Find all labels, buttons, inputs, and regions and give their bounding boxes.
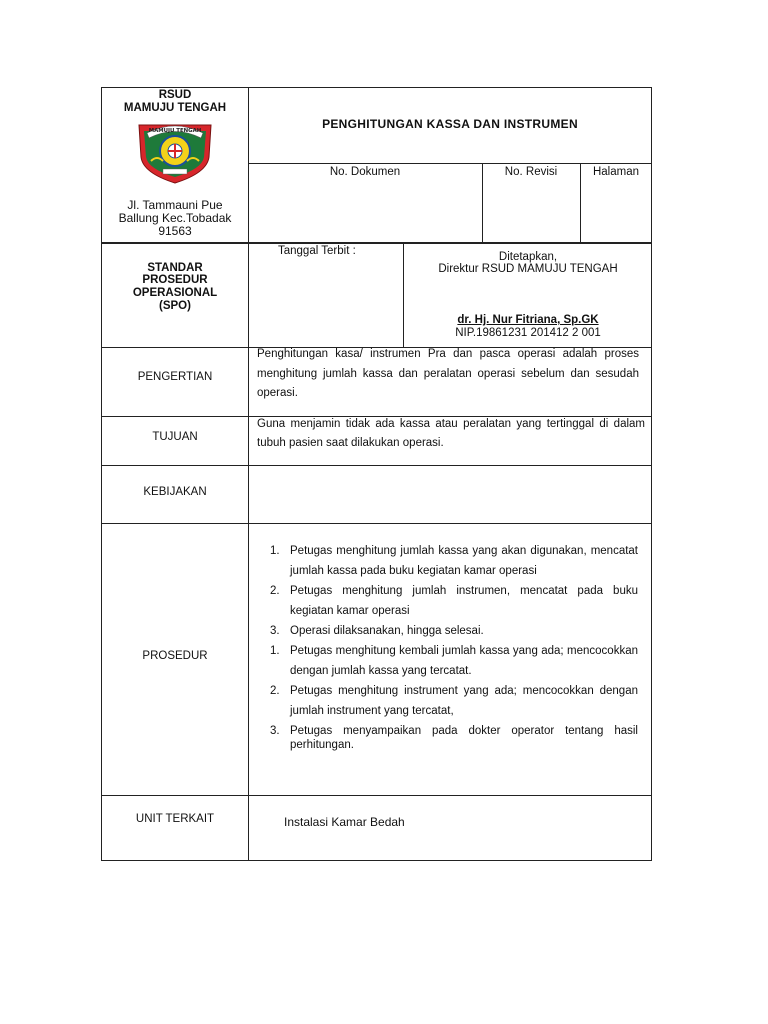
document-title: PENGHITUNGAN KASSA DAN INSTRUMEN [322, 117, 578, 131]
unit-terkait-label: UNIT TERKAIT [135, 813, 215, 825]
address-line3: 91563 [158, 224, 192, 238]
no-dokumen-label: No. Dokumen [329, 166, 401, 178]
address-line2: Ballung Kec.Tobadak [118, 211, 232, 225]
spo-label-line1: STANDAR [147, 262, 203, 274]
tujuan-label: TUJUAN [152, 431, 198, 443]
prosedur-item-text: Petugas menyampaikan pada dokter operator tentang hasil perhitungan. [290, 725, 638, 751]
halaman-label: Halaman [592, 166, 640, 178]
org-name-line1: RSUD [158, 89, 192, 101]
prosedur-item-number: 1. [270, 645, 280, 657]
spo-label-line3: OPERASIONAL [132, 287, 218, 299]
header-divider-horizontal [248, 163, 652, 164]
prosedur-item [258, 721, 638, 752]
prosedur-item-text: Petugas menghitung jumlah instrumen, mencatat pada buku kegiatan kamar operasi [290, 585, 638, 617]
prosedur-item-number: 3. [270, 725, 280, 737]
prosedur-item [258, 581, 638, 621]
table-column-divider [248, 347, 249, 861]
spo-label-line4: (SPO) [159, 300, 191, 312]
direktur-label: Direktur RSUD MAMUJU TENGAH [438, 263, 618, 275]
tanggal-terbit-label: Tanggal Terbit : [278, 245, 356, 257]
row-divider-2 [101, 465, 652, 466]
logo-label: MAMUJU TENGAH [148, 128, 202, 134]
prosedur-item [258, 681, 638, 721]
org-name-line2: MAMUJU TENGAH [123, 102, 227, 114]
prosedur-item-number: 2. [270, 685, 280, 697]
kebijakan-label: KEBIJAKAN [143, 486, 207, 498]
row-divider-4 [101, 795, 652, 796]
pengertian-label: PENGERTIAN [137, 371, 213, 383]
prosedur-item-number: 3. [270, 625, 280, 637]
no-revisi-label: No. Revisi [504, 166, 558, 178]
prosedur-item-text: Petugas menghitung jumlah kassa yang akan digunakan, mencatat jumlah kassa pada buku kegiatan kamar operasi [290, 545, 638, 577]
signer-nip: NIP.19861231 201412 2 001 [455, 327, 601, 339]
prosedur-item-number: 1. [270, 545, 280, 557]
spo-label-line2: PROSEDUR [142, 274, 208, 286]
prosedur-item-text: Petugas menghitung kembali jumlah kassa yang ada; mencocokkan dengan jumlah kassa yang tercatat. [290, 645, 638, 677]
prosedur-item [258, 541, 638, 581]
ditetapkan-label: Ditetapkan, [498, 251, 558, 263]
signer-name: dr. Hj. Nur Fitriana, Sp.GK [457, 314, 599, 326]
prosedur-item-number: 2. [270, 585, 280, 597]
tujuan-text: Guna menjamin tidak ada kassa atau peralatan yang tertinggal di dalam tubuh pasien saat dilakukan operasi. [257, 418, 645, 449]
address-line1: Jl. Tammauni Pue [127, 198, 223, 212]
hospital-logo-icon [133, 117, 217, 185]
prosedur-item [258, 621, 638, 641]
prosedur-list [258, 541, 638, 752]
prosedur-item [258, 641, 638, 681]
prosedur-item-text: Operasi dilaksanakan, hingga selesai. [290, 625, 484, 637]
pengertian-text: Penghitungan kasa/ instrumen Pra dan pasca operasi adalah proses menghitung jumlah kassa dan peralatan operasi sebelum dan sesudah operasi. [257, 348, 639, 399]
spo-divider-1 [248, 243, 249, 348]
prosedur-item-text: Petugas menghitung instrument yang ada; mencocokkan dengan jumlah instrument yang tercatat, [290, 685, 638, 717]
prosedur-label: PROSEDUR [142, 650, 208, 662]
unit-terkait-text: Instalasi Kamar Bedah [284, 815, 405, 829]
row-divider-3 [101, 523, 652, 524]
